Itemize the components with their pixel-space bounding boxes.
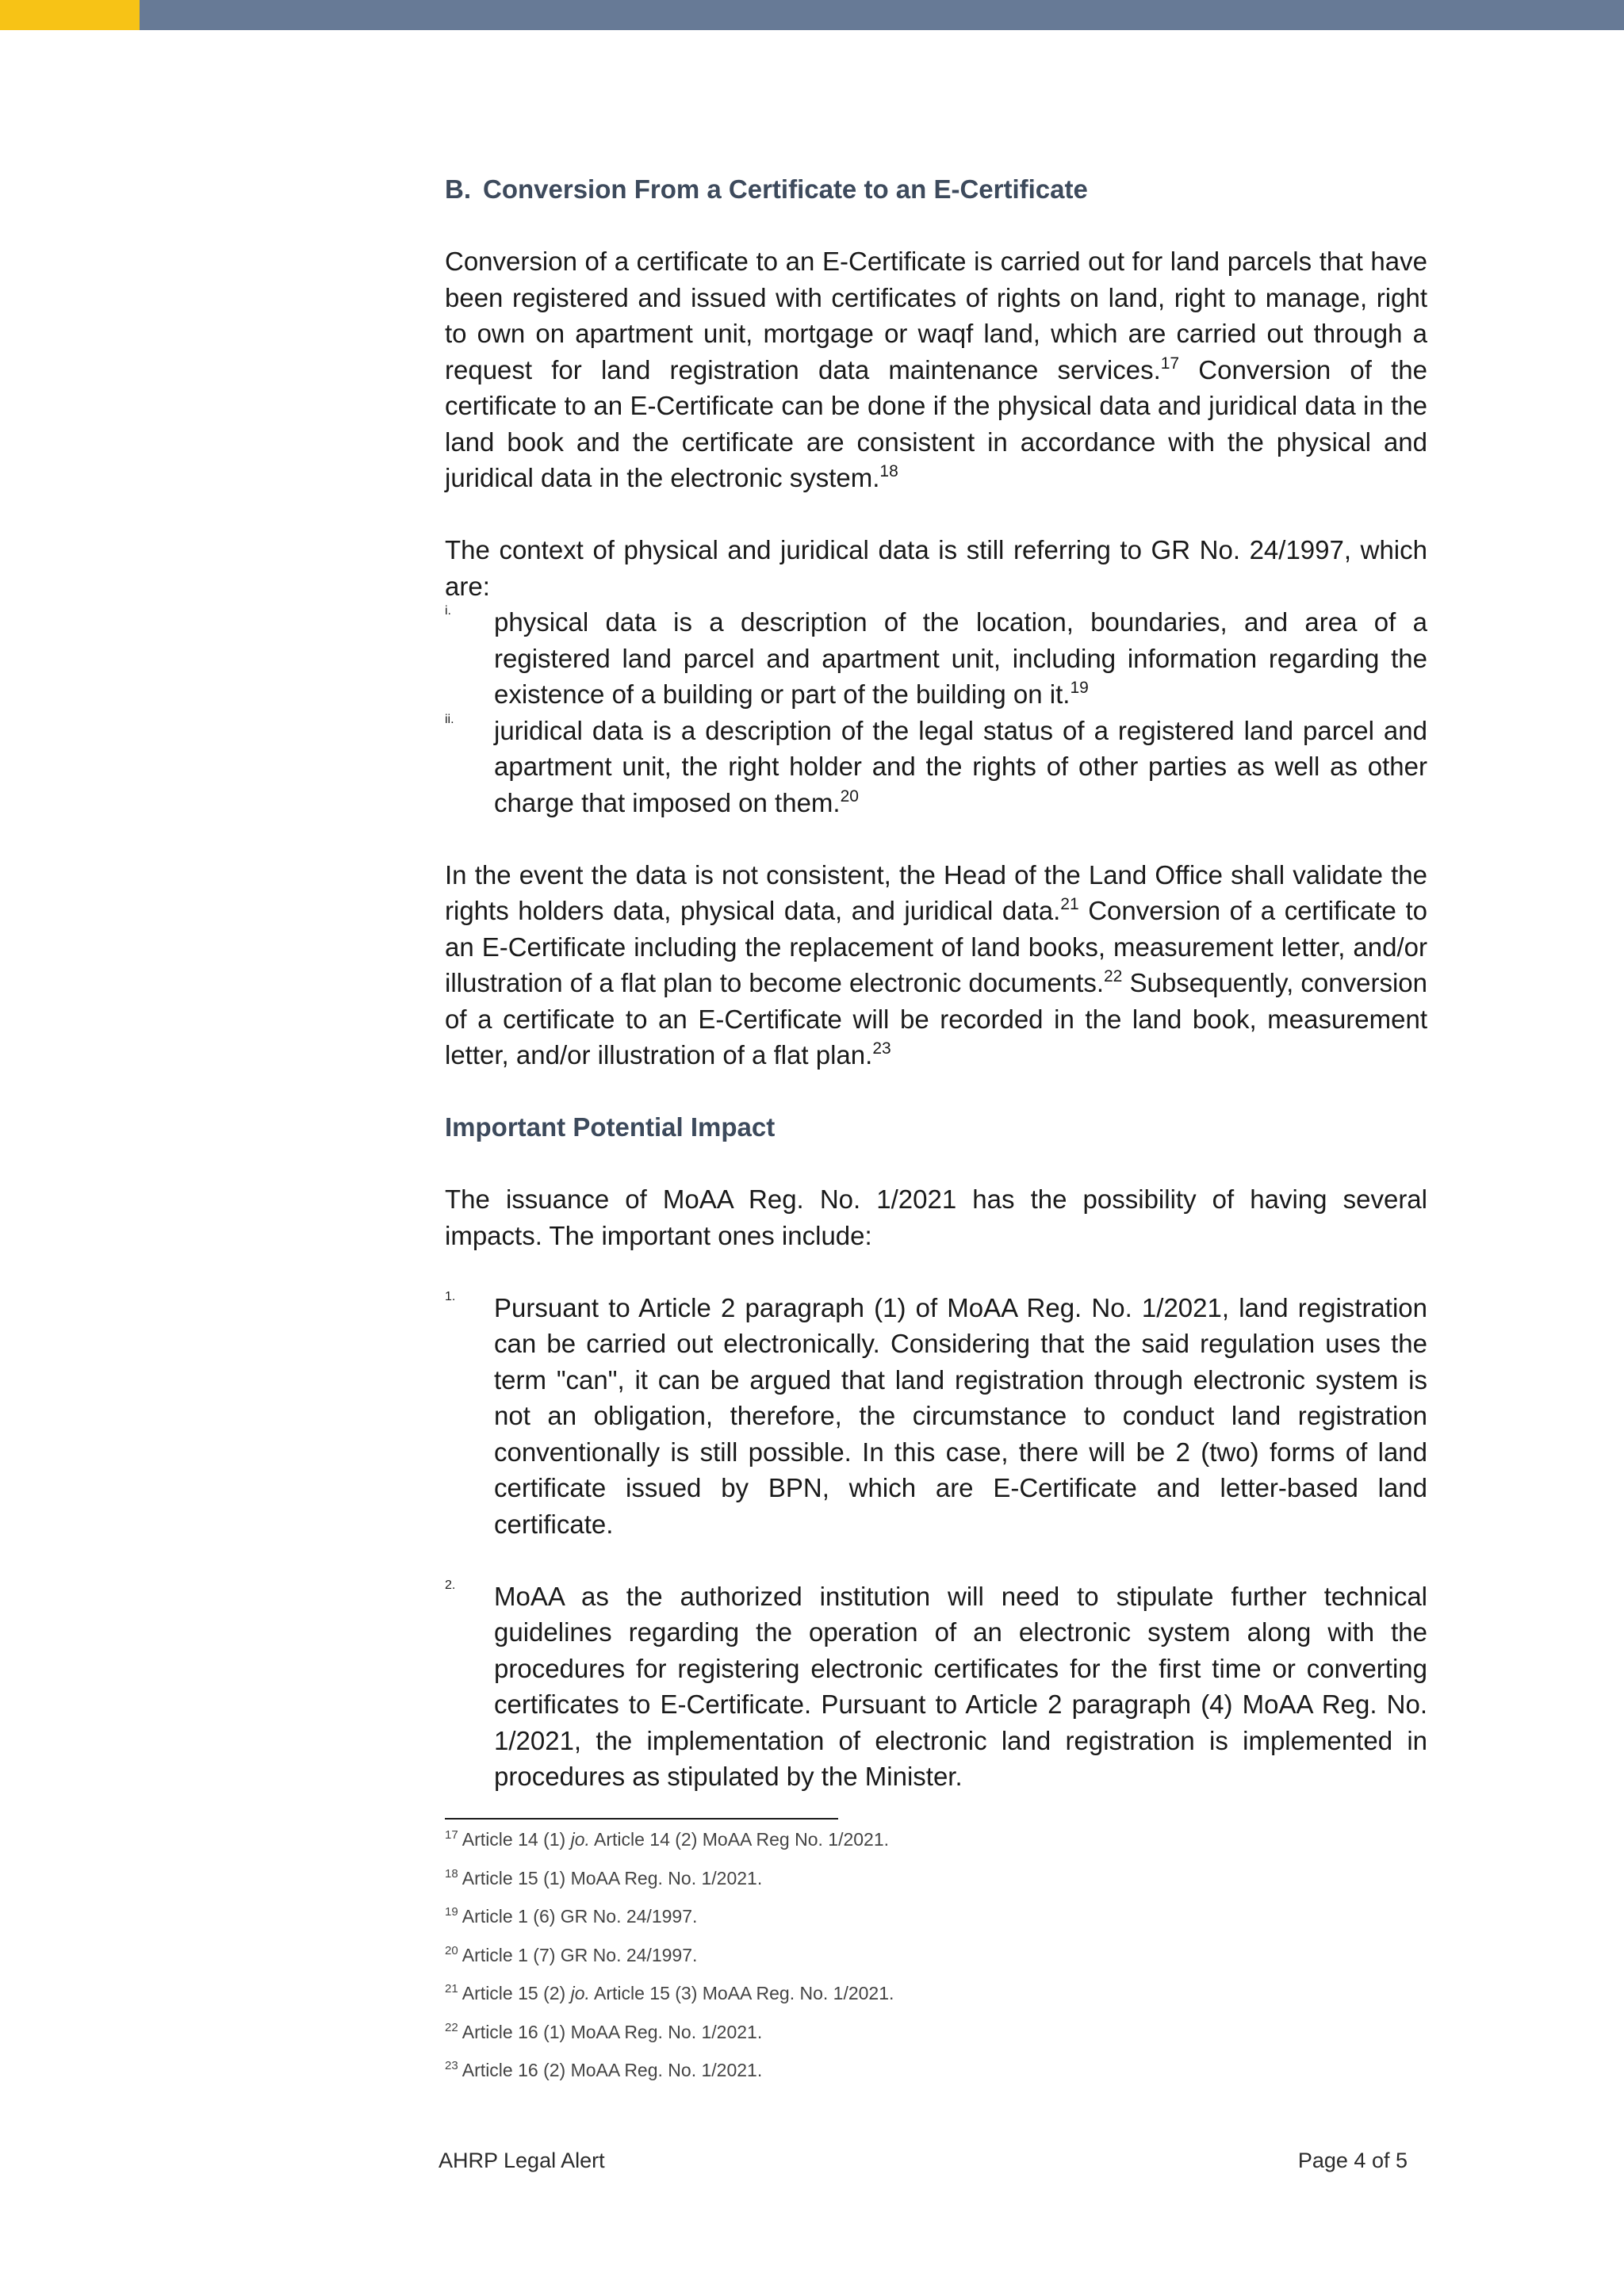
list-marker: 1. xyxy=(445,1289,456,1303)
section-b-heading xyxy=(445,171,1427,208)
top-color-bar xyxy=(0,0,1624,30)
footnote-22: $^{22}$ Article 16 (1) MoAA Reg. No. 1/2021. xyxy=(445,2020,763,2042)
section-b-title: Conversion From a Certificate to an E-Certificate xyxy=(483,174,1088,204)
footnote-ref-21[interactable]: 21 xyxy=(1060,895,1079,913)
footnote-19: $^{19}$ Article 1 (6) GR No. 24/1997. xyxy=(445,1905,698,1927)
paragraph-conversion: Conversion of a certificate to an E-Certificate is carried out for land parcels that have been registered and issued with certificates of rights on land, right to manage, right to own on apartment unit, mortgage or waqf land, which are carried out through a request for land registration data maintenance services.$^{17}$ Conversion of the certificate to an E-Certificate can be done if the physical data and juridical data in the land book and the certificate are consistent in accordance with the physical and juridical data in the electronic system.$^{18}$ xyxy=(445,247,1427,492)
footnote-ref-18[interactable]: 18 xyxy=(879,462,898,480)
footnote-ref-19[interactable]: 19 xyxy=(1070,679,1089,697)
top-accent-block xyxy=(0,0,140,30)
list-marker: ii. xyxy=(445,712,454,726)
footnote-20: $^{20}$ Article 1 (7) GR No. 24/1997. xyxy=(445,1943,698,1965)
footnotes xyxy=(445,1827,1427,2097)
roman-list-item: i. physical data is a description of the location, boundaries, and area of a registered land parcel and apartment unit, including information regarding the existence of a building or part of the building on it.$^{19}$ xyxy=(445,604,1427,713)
paragraph-impact-intro: The issuance of MoAA Reg. No. 1/2021 has the possibility of having several impacts. The important ones include: xyxy=(445,1184,1427,1250)
footnote-ref-17[interactable]: 17 xyxy=(1160,354,1180,373)
numbered-list-item: 1. Pursuant to Article 2 paragraph (1) of MoAA Reg. No. 1/2021, land registration can be carried out electronically. Considering that the said regulation uses the term "can", it can be argued that land registration through electronic system is not an obligation, therefore, the circumstance to conduct land registration conventionally is still possible. In this case, there will be 2 (two) forms of land certificate issued by BPN, which are E-Certificate and letter-based land certificate. xyxy=(445,1290,1427,1543)
footer-publication: AHRP Legal Alert xyxy=(439,2149,605,2172)
list-marker: i. xyxy=(445,604,451,618)
list-marker: 2. xyxy=(445,1578,456,1592)
paragraph-inconsistent-data: In the event the data is not consistent, the Head of the Land Office shall validate the rights holders data, physical data, and juridical data.$^{21}$ Conversion of a certificate to an E-Certificate including the replacement of land books, measurement letter, and/or illustration of a flat plan to become electronic documents.$^{22}$ Subsequently, conversion of a certificate to an E-Certificate will be recorded in the land book, measurement letter, and/or illustration of a flat plan.$^{23}$ xyxy=(445,859,1428,1070)
page-content xyxy=(445,171,1427,1795)
footnote-18: $^{18}$ Article 15 (1) MoAA Reg. No. 1/2021. xyxy=(445,1866,763,1888)
paragraph-data-context: The context of physical and juridical data is still referring to GR No. 24/1997, which are: xyxy=(445,535,1427,601)
footer-page-number: Page 4 of 5 xyxy=(1297,2149,1408,2172)
footnote-17: $^{17}$ Article 14 (1) jo. Article 14 (2) MoAA Reg No. 1/2021. xyxy=(445,1828,890,1850)
footnote-21: $^{21}$ Article 15 (2) jo. Article 15 (3) MoAA Reg. No. 1/2021. xyxy=(445,1982,894,2003)
footnote-separator xyxy=(445,1818,838,1820)
footnote-ref-23[interactable]: 23 xyxy=(872,1039,891,1058)
footnote-23: $^{23}$ Article 16 (2) MoAA Reg. No. 1/2021. xyxy=(445,2059,763,2080)
impact-heading: Important Potential Impact xyxy=(445,1112,776,1142)
footnote-ref-20[interactable]: 20 xyxy=(840,786,859,806)
footnote-ref-22[interactable]: 22 xyxy=(1104,967,1123,985)
section-b-number: B. xyxy=(445,174,471,204)
roman-list-item: ii. juridical data is a description of the legal status of a registered land parcel and apartment unit, the right holder and the rights of other parties as well as other charge that imposed on them.$^{20}$ xyxy=(445,713,1427,821)
numbered-list-item: 2. MoAA as the authorized institution will need to stipulate further technical guidelines regarding the operation of an electronic system along with the procedures for registering electronic certificates for the first time or converting certificates to E-Certificate. Pursuant to Article 2 paragraph (4) MoAA Reg. No. 1/2021, the implementation of electronic land registration is implemented in procedures as stipulated by the Minister. xyxy=(445,1578,1427,1795)
